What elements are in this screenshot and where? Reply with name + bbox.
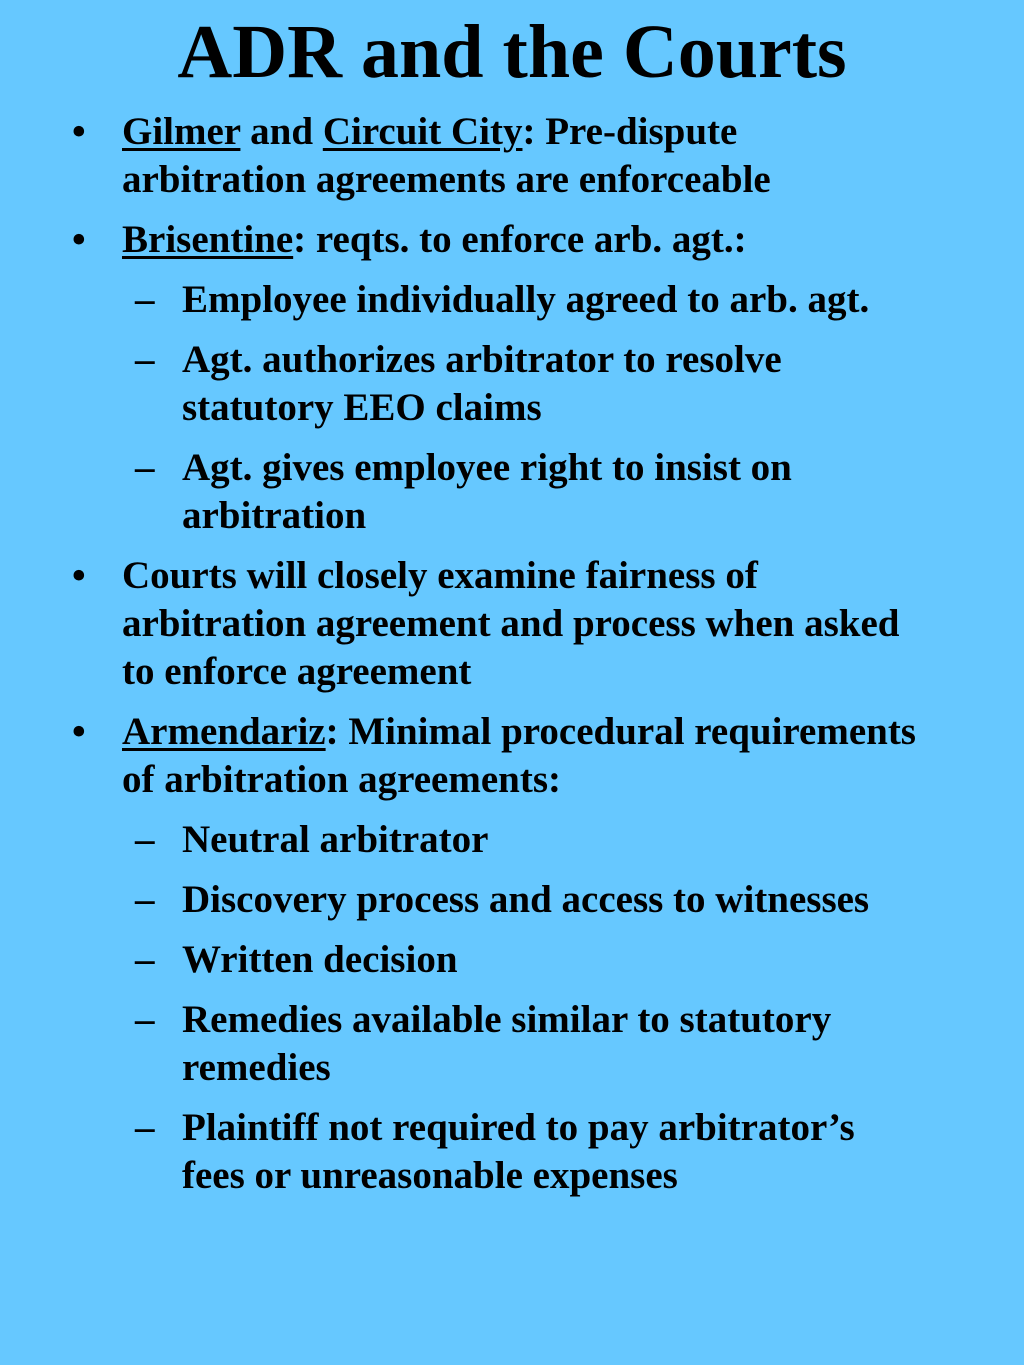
sub-bullet [0, 816, 1024, 864]
bullet-brisentine [0, 216, 1024, 264]
case-name-brisentine: Brisentine [122, 218, 294, 261]
bullet-marker: • [72, 218, 86, 261]
sub-bullet-text: Neutral arbitrator [182, 818, 489, 861]
sub-bullet [0, 336, 1024, 432]
sub-bullet-text: Written decision [182, 938, 458, 981]
bullet-marker: • [72, 710, 86, 753]
slide-title: ADR and the Courts [177, 10, 847, 94]
sub-bullet [0, 1104, 1024, 1200]
sub-bullet-marker: – [135, 338, 155, 381]
bullet-marker: • [72, 554, 86, 597]
sub-bullet-text: Discovery process and access to witnesses [182, 878, 870, 921]
sub-bullet-text: Employee individually agreed to arb. agt. [182, 278, 870, 321]
bullet-text: : Pre-dispute arbitration agreements are enforceable [122, 110, 771, 201]
sub-bullet-marker: – [135, 818, 155, 861]
sub-bullet-text: Agt. authorizes arbitrator to resolve statutory EEO claims [182, 338, 782, 429]
bullet-conjunction: and [240, 110, 323, 153]
sub-bullet-text: Plaintiff not required to pay arbitrator’s fees or unreasonable expenses [182, 1106, 855, 1197]
sub-bullet-marker: – [135, 1106, 155, 1149]
sub-bullet-marker: – [135, 278, 155, 321]
sub-bullet [0, 876, 1024, 924]
case-name-armendariz: Armendariz [122, 710, 326, 753]
case-name-gilmer: Gilmer [122, 110, 241, 153]
sub-bullet-marker: – [135, 446, 155, 489]
bullet-list [0, 108, 1024, 1212]
bullet-marker: • [72, 110, 86, 153]
sub-bullet-text: Remedies available similar to statutory remedies [182, 998, 832, 1089]
bullet-text: : Minimal procedural requirements of arbitration agreements: [122, 710, 916, 801]
sub-bullet [0, 276, 1024, 324]
bullet-gilmer-circuit-city [0, 108, 1024, 204]
bullet-armendariz [0, 708, 1024, 804]
sub-bullet-text: Agt. gives employee right to insist on arbitration [182, 446, 792, 537]
sub-bullet-marker: – [135, 938, 155, 981]
bullet-courts-fairness [0, 552, 1024, 696]
bullet-text: : reqts. to enforce arb. agt.: [293, 218, 747, 261]
sub-bullet [0, 444, 1024, 540]
sub-bullet [0, 936, 1024, 984]
sub-bullet [0, 996, 1024, 1092]
sub-bullet-marker: – [135, 878, 155, 921]
case-name-circuit-city: Circuit City [322, 110, 523, 153]
sub-bullet-marker: – [135, 998, 155, 1041]
bullet-text: Courts will closely examine fairness of arbitration agreement and process when asked to enforce agreement [122, 554, 900, 693]
